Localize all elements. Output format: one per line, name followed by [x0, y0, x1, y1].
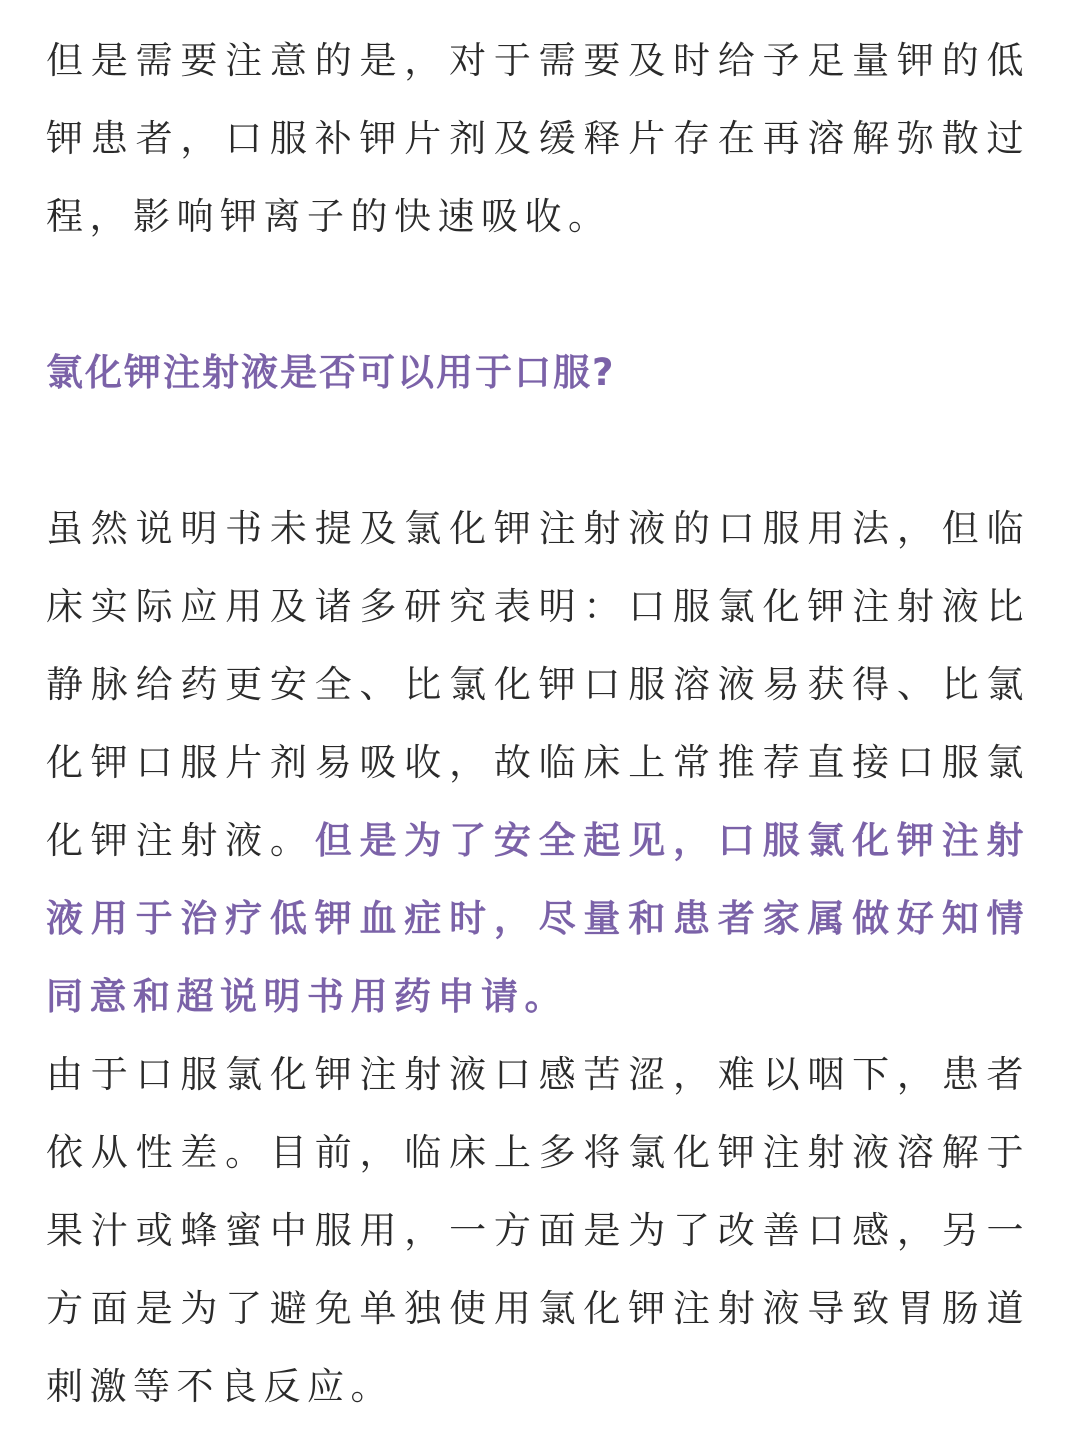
- final-paragraph: 由于口服氯化钾注射液口感苦涩，难以咽下，患者依从性差。目前，临床上多将氯化钾注射液溶解于果汁或蜂蜜中服用，一方面是为了改善口感，另一方面是为了避免单独使用氯化钾注射液导致胃肠道刺激等不良反应。: [46, 1053, 1030, 1408]
- section-heading: 氯化钾注射液是否可以用于口服?: [46, 351, 616, 394]
- body-paragraph-highlight: 但是为了安全起见，口服氯化钾注射液用于治疗低钾血症时，尽量和患者家属做好知情同意和超说明书用药申请。: [46, 819, 1031, 1018]
- body-paragraph: [46, 490, 1030, 1036]
- intro-paragraph: 但是需要注意的是，对于需要及时给予足量钾的低钾患者，口服补钾片剂及缓释片存在再溶解弥散过程，影响钾离子的快速吸收。: [46, 39, 1030, 238]
- spacer: [46, 256, 1030, 334]
- body-paragraph-plain: 虽然说明书未提及氯化钾注射液的口服用法，但临床实际应用及诸多研究表明：口服氯化钾注射液比静脉给药更安全、比氯化钾口服溶液易获得、比氯化钾口服片剂易吸收，故临床上常推荐直接口服氯化钾注射液。: [46, 507, 1030, 862]
- spacer: [46, 412, 1030, 490]
